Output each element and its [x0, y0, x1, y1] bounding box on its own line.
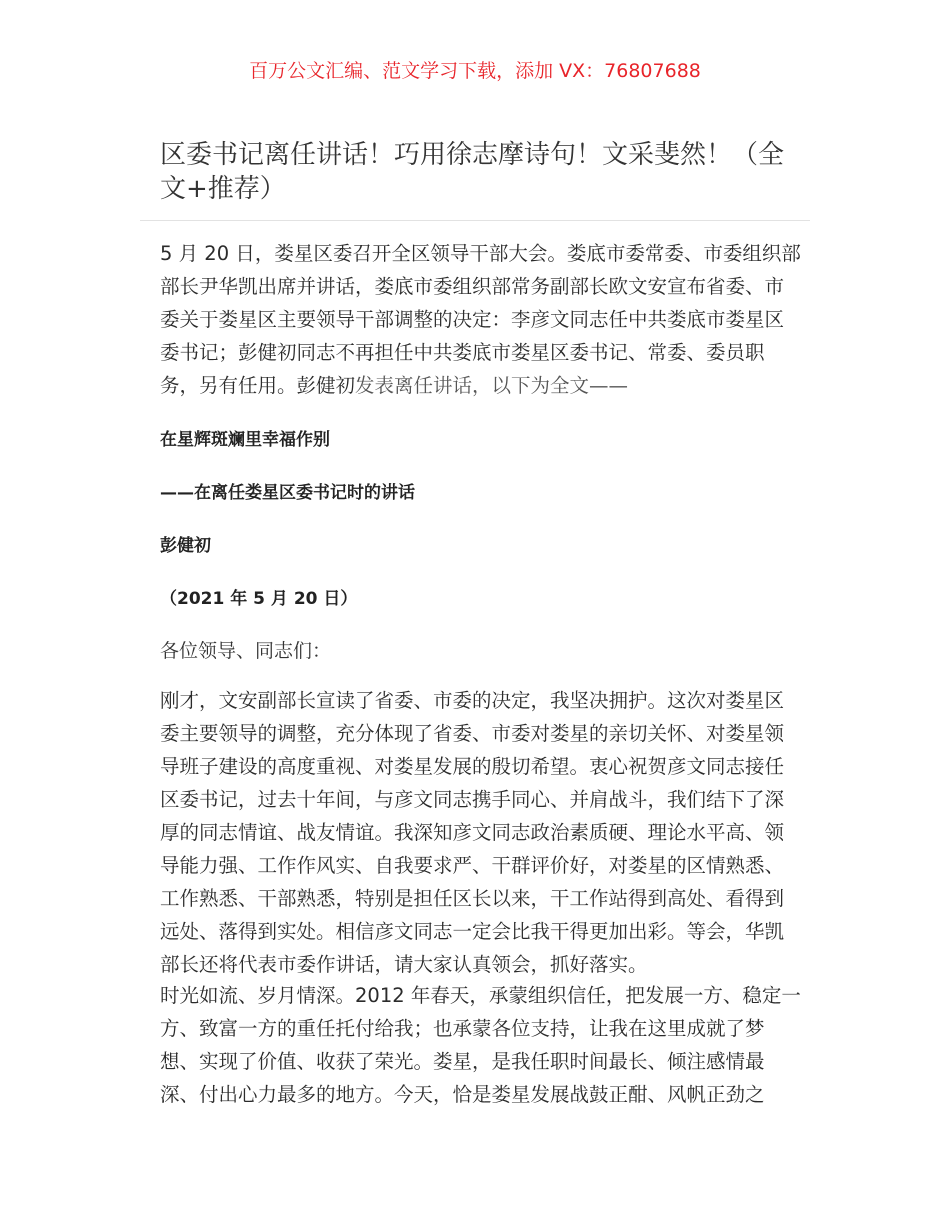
- text-segment: 务，另有任用。彭健初: [160, 374, 356, 397]
- text-line: 想、实现了价值、收获了荣光。娄星，是我任职时间最长、倾注感情最: [160, 1050, 765, 1073]
- speech-date: （2021 年 5 月 20 日）: [160, 589, 358, 609]
- text-line: 委书记；彭健初同志不再担任中共娄底市娄星区委书记、常委、委员职: [160, 341, 765, 364]
- text-line: 区委书记，过去十年间，与彦文同志携手同心、并肩战斗，我们结下了深: [160, 788, 785, 811]
- text-line: 委关于娄星区主要领导干部调整的决定：李彦文同志任中共娄底市娄星区: [160, 308, 785, 331]
- speech-subtitle: ——在离任娄星区委书记时的讲话: [160, 483, 415, 503]
- text-line: [160, 369, 801, 402]
- intro-paragraph: [160, 237, 801, 402]
- body-paragraph-2: [160, 979, 801, 1111]
- download-banner: 百万公文汇编、范文学习下载，添加 VX：76807688: [249, 60, 701, 82]
- text-line: 部长尹华凯出席并讲话，娄底市委组织部常务副部长欧文安宣布省委、市: [160, 275, 785, 298]
- text-line: 深、付出心力最多的地方。今天，恰是娄星发展战鼓正酣、风帆正劲之: [160, 1083, 765, 1106]
- text-line: 部长还将代表市委作讲话，请大家认真领会，抓好落实。: [160, 953, 648, 976]
- title-line: 文+推荐）: [160, 174, 286, 204]
- text-segment: 发表离任讲话，以下为全文——: [355, 374, 629, 397]
- body-paragraph-1: [160, 684, 784, 981]
- article-title: [160, 138, 800, 206]
- text-line: 刚才，文安副部长宣读了省委、市委的决定，我坚决拥护。这次对娄星区: [160, 689, 785, 712]
- text-line: 委主要领导的调整，充分体现了省委、市委对娄星的亲切关怀、对娄星领: [160, 722, 785, 745]
- greeting: 各位领导、同志们：: [160, 640, 332, 662]
- title-line: 区委书记离任讲话！巧用徐志摩诗句！文采斐然！（全: [160, 140, 785, 170]
- text-line: 5 月 20 日，娄星区委召开全区领导干部大会。娄底市委常委、市委组织部: [160, 242, 801, 265]
- speech-title: 在星辉斑斓里幸福作别: [160, 430, 330, 450]
- text-line: 方、致富一方的重任托付给我；也承蒙各位支持，让我在这里成就了梦: [160, 1017, 765, 1040]
- text-line: 工作熟悉、干部熟悉，特别是担任区长以来，干工作站得到高处、看得到: [160, 887, 785, 910]
- text-line: 远处、落得到实处。相信彦文同志一定会比我干得更加出彩。等会，华凯: [160, 920, 785, 943]
- title-divider: [140, 220, 810, 221]
- speaker-name: 彭健初: [160, 536, 211, 556]
- text-line: 导能力强、工作作风实、自我要求严、干群评价好，对娄星的区情熟悉、: [160, 854, 785, 877]
- text-line: 时光如流、岁月情深。2012 年春天，承蒙组织信任，把发展一方、稳定一: [160, 984, 801, 1007]
- text-line: 导班子建设的高度重视、对娄星发展的殷切希望。衷心祝贺彦文同志接任: [160, 755, 785, 778]
- text-line: 厚的同志情谊、战友情谊。我深知彦文同志政治素质硬、理论水平高、领: [160, 821, 785, 844]
